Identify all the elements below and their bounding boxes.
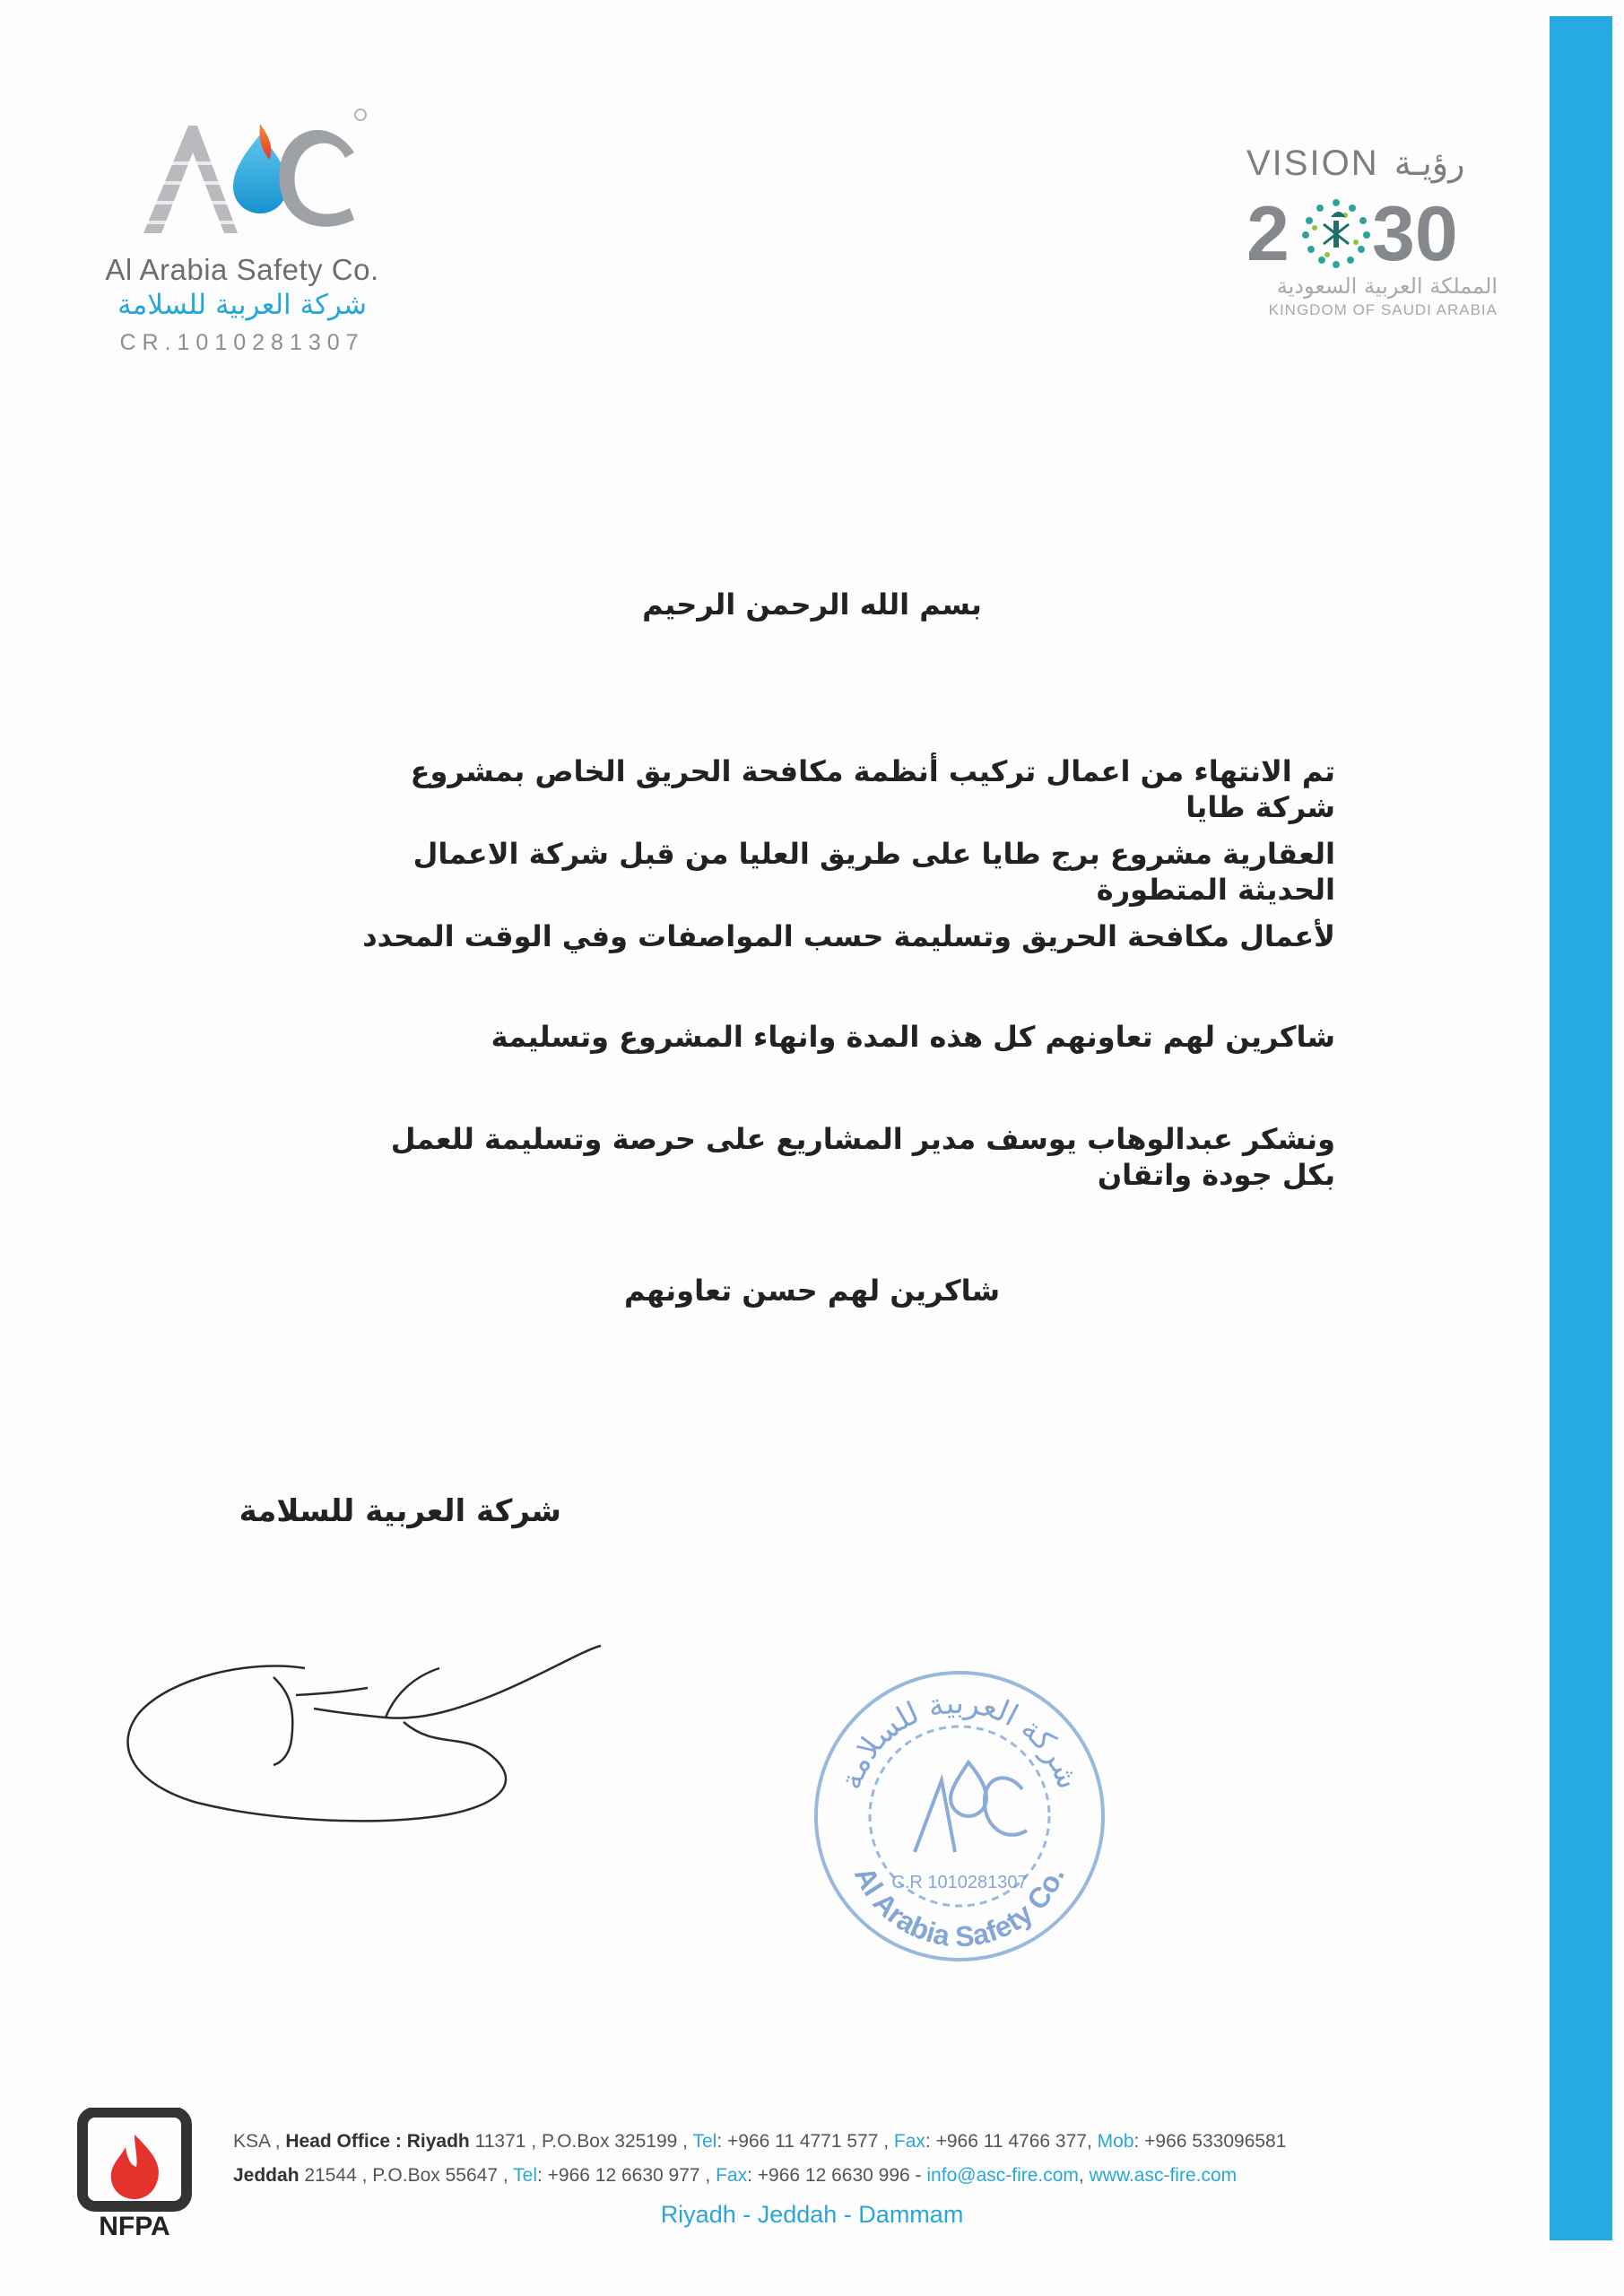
footer-website-link[interactable]: www.asc-fire.com bbox=[1089, 2165, 1238, 2186]
company-name-en: Al Arabia Safety Co. bbox=[105, 253, 379, 286]
company-stamp bbox=[807, 1664, 1112, 1969]
footer-email-link[interactable]: info@asc-fire.com bbox=[926, 2165, 1079, 2186]
footer-separator: , bbox=[1078, 2165, 1084, 2186]
footer-line-1 bbox=[233, 2131, 1515, 2152]
cr-number: CR.1010281307 bbox=[119, 330, 365, 355]
closing-line: شاكرين لهم حسن تعاونهم bbox=[623, 1274, 1001, 1308]
kingdom-name-en: KINGDOM OF SAUDI ARABIA bbox=[1268, 301, 1498, 318]
emblem-icon bbox=[1300, 197, 1372, 269]
footer-jeddah-tel: : +966 12 6630 977 , bbox=[537, 2165, 711, 2186]
vision-label-row bbox=[1246, 144, 1515, 188]
vision-2030-logo bbox=[1229, 144, 1515, 323]
vision-year-left: 2 bbox=[1246, 191, 1290, 277]
footer-mob-label: Mob bbox=[1097, 2131, 1134, 2152]
body-line-3: لأعمال مكافحة الحريق وتسليمة حسب المواصفات وفي الوقت المحدد bbox=[362, 919, 1335, 953]
basmala: بسم الله الرحمن الرحيم bbox=[642, 587, 982, 622]
signatory-company: شركة العربية للسلامة bbox=[239, 1493, 561, 1529]
nfpa-label: NFPA bbox=[99, 2212, 170, 2241]
footer-fax: : +966 11 4766 377, bbox=[925, 2131, 1092, 2152]
asc-logo-icon bbox=[126, 99, 368, 251]
footer-jeddah-fax: : +966 12 6630 996 - bbox=[747, 2165, 922, 2186]
stamp-english-text: Al Arabia Safety Co. bbox=[847, 1861, 1071, 1953]
body-line-4: شاكرين لهم تعاونهم كل هذه المدة وانهاء المشروع وتسليمة bbox=[491, 1020, 1335, 1054]
footer-jeddah: Jeddah bbox=[233, 2165, 300, 2186]
vision-label-ar: رؤيـة bbox=[1394, 144, 1465, 183]
body-line-2: العقارية مشروع برج طايا على طريق العليا من قبل شركة الاعمال الحديثة المتطورة bbox=[413, 837, 1335, 907]
vision-label-en: VISION bbox=[1246, 144, 1379, 183]
footer-cities: Riyadh - Jeddah - Dammam bbox=[660, 2201, 964, 2228]
body-line-5: ونشكر عبدالوهاب يوسف مدير المشاريع على حرصة وتسليمة للعمل بكل جودة واتقان bbox=[390, 1122, 1335, 1192]
handwritten-signature bbox=[117, 1641, 619, 1892]
stamp-cr: C.R 1010281307 bbox=[891, 1873, 1028, 1892]
footer-riyadh-address: 11371 , P.O.Box 325199 , bbox=[474, 2131, 689, 2152]
footer-ksa: KSA , bbox=[233, 2131, 281, 2152]
footer-line-2 bbox=[233, 2165, 1515, 2187]
stamp-arabic-text: شركة العربية للسلامة bbox=[832, 1685, 1087, 1795]
company-name-ar: شركة العربية للسلامة bbox=[117, 289, 367, 321]
kingdom-name-ar: المملكة العربية السعودية bbox=[1276, 274, 1498, 299]
footer-jeddah-tel-label: Tel bbox=[513, 2165, 537, 2186]
vision-year bbox=[1246, 190, 1515, 277]
vision-year-right: 30 bbox=[1372, 191, 1458, 277]
footer-fax-label: Fax bbox=[893, 2131, 925, 2152]
footer-tel-label: Tel bbox=[692, 2131, 717, 2152]
body-line-1: تم الانتهاء من اعمال تركيب أنظمة مكافحة الحريق الخاص بمشروع شركة طايا bbox=[410, 754, 1335, 824]
footer-head-office: Head Office : Riyadh bbox=[285, 2131, 470, 2152]
accent-stripe bbox=[1550, 16, 1612, 2240]
footer-jeddah-fax-label: Fax bbox=[716, 2165, 748, 2186]
company-logo-block bbox=[90, 99, 395, 368]
footer-jeddah-address: 21544 , P.O.Box 55647 , bbox=[304, 2165, 508, 2186]
footer-mob: : +966 533096581 bbox=[1133, 2131, 1287, 2152]
footer-tel: : +966 11 4771 577 , bbox=[716, 2131, 890, 2152]
